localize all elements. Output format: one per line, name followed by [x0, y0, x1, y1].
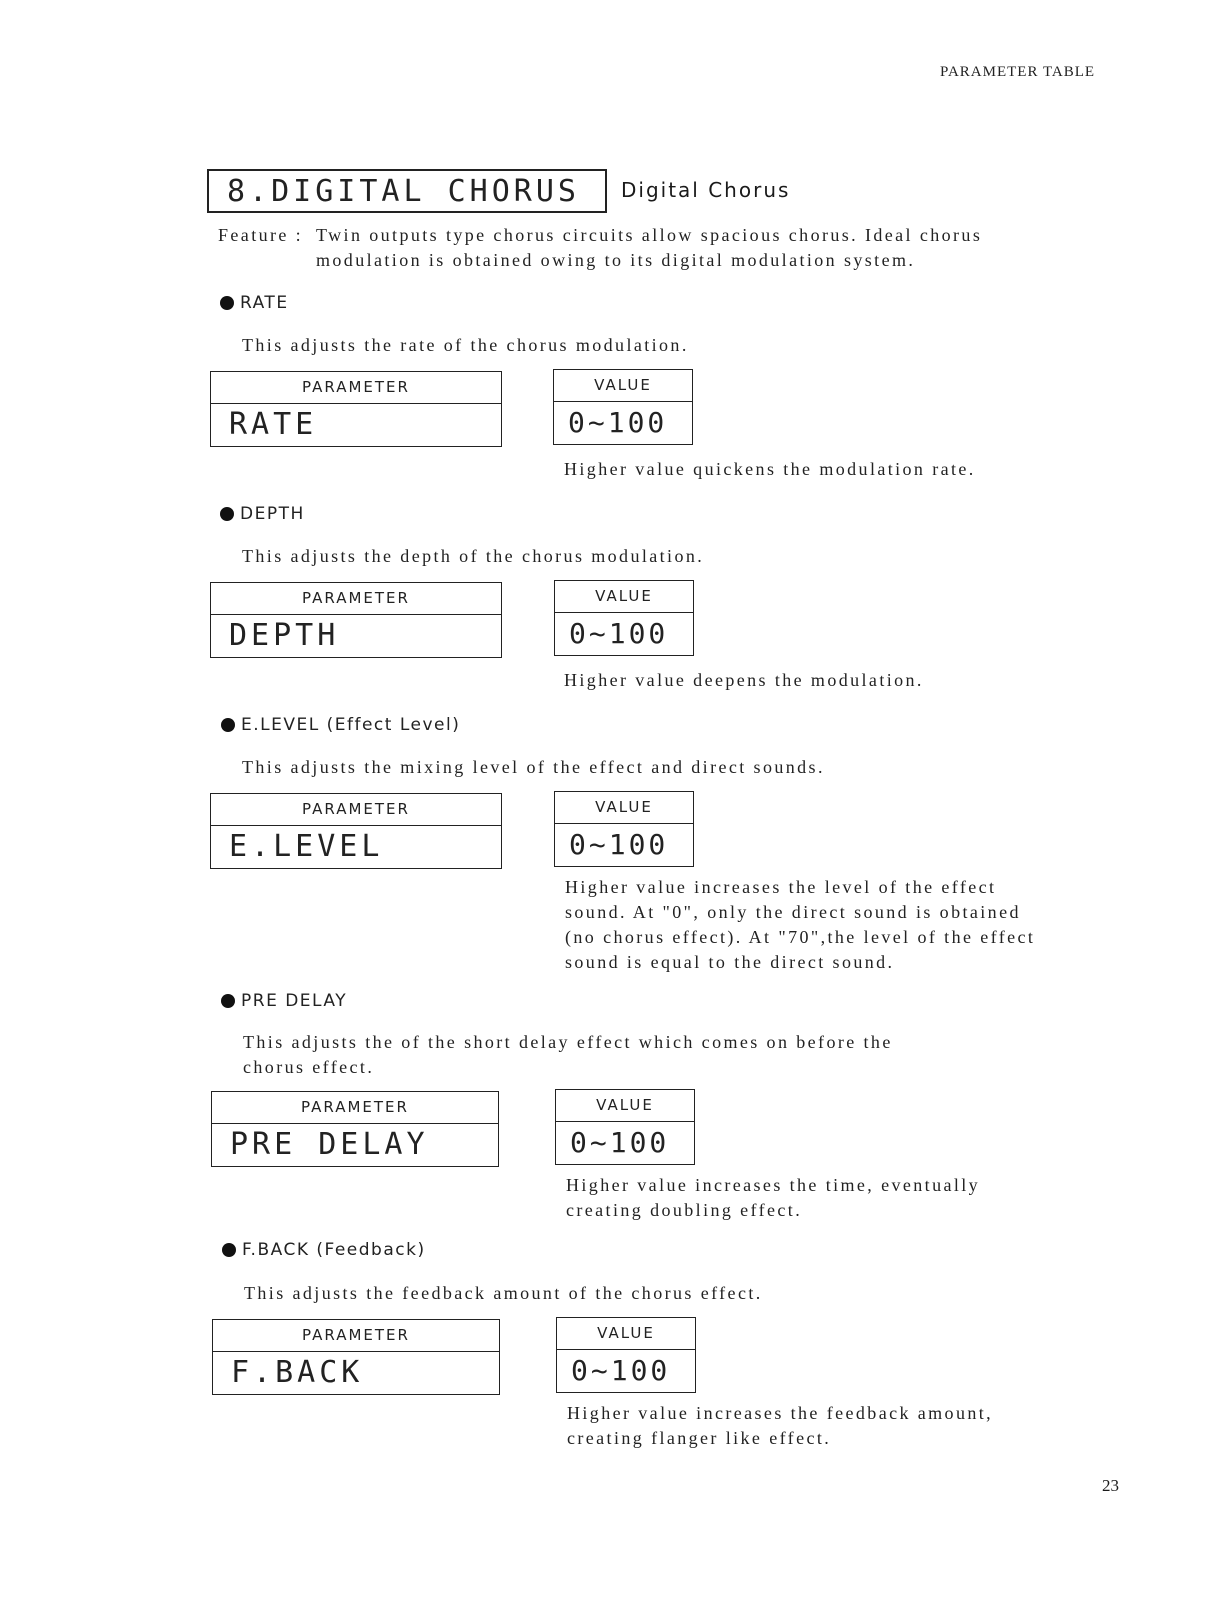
section-desc-pre-delay [243, 1030, 893, 1080]
value-lcd: 0~100 [569, 828, 669, 861]
parameter-header: PARAMETER [211, 372, 501, 404]
value-lcd: 0~100 [570, 1126, 670, 1159]
parameter-box-pre-delay [211, 1091, 499, 1167]
parameter-lcd: RATE [229, 407, 318, 442]
section-title-name: Digital Chorus [621, 178, 791, 202]
value-notes-depth [564, 668, 924, 693]
running-title: PARAMETER TABLE [940, 64, 1096, 80]
note-line: Higher value increases the time, eventually [566, 1175, 981, 1195]
parameter-header: PARAMETER [211, 583, 501, 615]
value-box-depth [554, 580, 694, 656]
note-line: sound. At "0", only the direct sound is obtained [565, 902, 1021, 922]
note-line: creating doubling effect. [566, 1200, 803, 1220]
section-heading-e-level [221, 715, 460, 735]
desc-line: This adjusts the feedback amount of the chorus effect. [244, 1283, 763, 1303]
parameter-box-rate [210, 371, 502, 447]
desc-line: This adjusts the mixing level of the effect and direct sounds. [242, 757, 825, 777]
value-lcd: 0~100 [571, 1354, 671, 1387]
parameter-lcd: E.LEVEL [229, 829, 384, 864]
value-lcd: 0~100 [568, 406, 668, 439]
section-heading-label: RATE [240, 293, 289, 313]
value-box-pre-delay [555, 1089, 695, 1165]
value-header: VALUE [557, 1318, 695, 1350]
value-header: VALUE [554, 370, 692, 402]
value-lcd: 0~100 [569, 617, 669, 650]
section-heading-pre-delay [221, 991, 347, 1011]
parameter-lcd: PRE DELAY [230, 1127, 429, 1162]
bullet-icon [220, 296, 234, 310]
parameter-header: PARAMETER [211, 794, 501, 826]
parameter-header: PARAMETER [212, 1092, 498, 1124]
note-line: sound is equal to the direct sound. [565, 952, 895, 972]
value-header: VALUE [555, 792, 693, 824]
section-desc-e-level [242, 755, 825, 780]
value-notes-pre-delay [566, 1173, 980, 1223]
section-desc-depth [242, 544, 704, 569]
note-line: (no chorus effect). At "70",the level of the effect [565, 927, 1036, 947]
section-heading-label: DEPTH [240, 504, 305, 524]
feature-label: Feature : [218, 225, 304, 245]
value-notes-e-level [565, 875, 1035, 975]
note-line: Higher value increases the feedback amount, [567, 1403, 994, 1423]
note-line: Higher value increases the level of the effect [565, 877, 997, 897]
section-heading-label: PRE DELAY [241, 991, 348, 1011]
parameter-box-f-back [212, 1319, 500, 1395]
page-number: 23 [1102, 1476, 1119, 1495]
parameter-lcd: F.BACK [231, 1355, 364, 1390]
value-box-f-back [556, 1317, 696, 1393]
parameter-box-depth [210, 582, 502, 658]
bullet-icon [222, 1243, 236, 1257]
value-header: VALUE [555, 581, 693, 613]
parameter-box-e-level [210, 793, 502, 869]
note-line: Higher value deepens the modulation. [564, 670, 924, 690]
bullet-icon [221, 994, 235, 1008]
parameter-lcd: DEPTH [229, 618, 340, 653]
value-box-rate [553, 369, 693, 445]
desc-line: This adjusts the rate of the chorus modulation. [242, 335, 689, 355]
desc-line: This adjusts the depth of the chorus modulation. [242, 546, 705, 566]
feature-text [316, 223, 982, 273]
section-title-lcd: 8.DIGITAL CHORUS [227, 174, 580, 209]
section-desc-f-back [244, 1281, 763, 1306]
value-notes-rate [564, 457, 976, 482]
note-line: Higher value quickens the modulation rate. [564, 459, 976, 479]
section-heading-label: F.BACK (Feedback) [242, 1240, 426, 1260]
value-notes-f-back [567, 1401, 993, 1451]
desc-line: This adjusts the of the short delay effect which comes on before the [243, 1032, 893, 1052]
section-desc-rate [242, 333, 689, 358]
feature-line-2: modulation is obtained owing to its digital modulation system. [316, 250, 916, 270]
section-heading-label: E.LEVEL (Effect Level) [241, 715, 461, 735]
section-heading-depth [220, 504, 305, 524]
desc-line: chorus effect. [243, 1057, 375, 1077]
bullet-icon [220, 507, 234, 521]
value-box-e-level [554, 791, 694, 867]
value-header: VALUE [556, 1090, 694, 1122]
parameter-header: PARAMETER [213, 1320, 499, 1352]
feature-line-1: Twin outputs type chorus circuits allow spacious chorus. Ideal chorus [316, 225, 983, 245]
section-heading-f-back [222, 1240, 426, 1260]
section-heading-rate [220, 293, 289, 313]
section-title-lcd-box [207, 169, 607, 213]
note-line: creating flanger like effect. [567, 1428, 832, 1448]
bullet-icon [221, 718, 235, 732]
